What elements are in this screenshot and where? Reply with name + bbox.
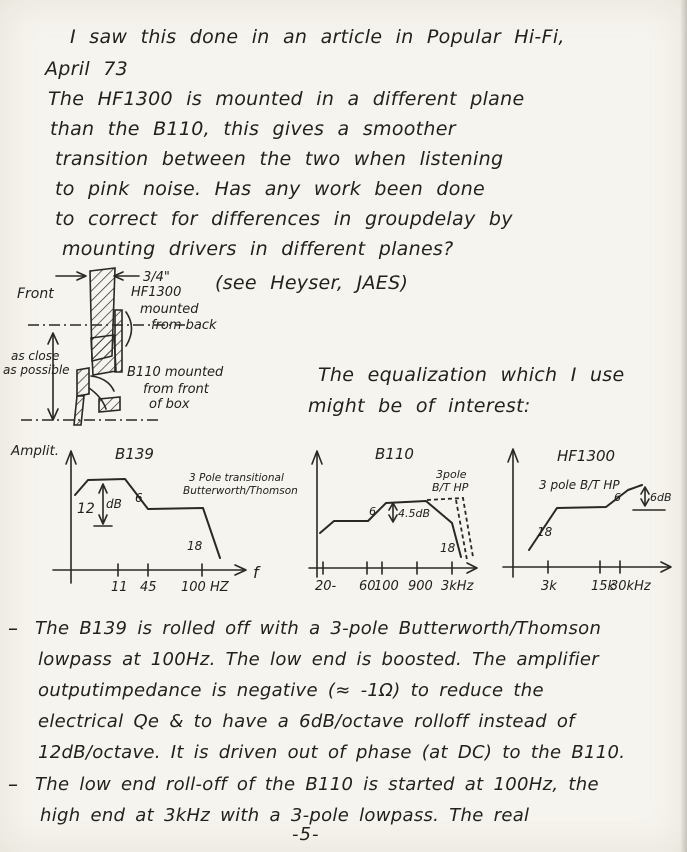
hf1300-label: HF1300	[131, 285, 182, 300]
bullet-dash: –	[8, 772, 19, 796]
bullet-dash: –	[8, 616, 19, 640]
filter-annotation: 3 pole B/T HP	[539, 478, 620, 492]
x-tick-label: 3k	[541, 579, 557, 594]
slope-label: 6	[614, 491, 621, 504]
spacing-label: as close	[11, 349, 60, 363]
step-value: 4.5dB	[398, 507, 431, 520]
x-axis-label: f	[253, 563, 259, 582]
hf1300-label: from back	[151, 318, 217, 333]
b110-magnet	[99, 397, 120, 412]
intro-line: mounting drivers in different planes?	[62, 238, 454, 260]
note-line: lowpass at 100Hz. The low end is boosted. The amplifier	[38, 649, 599, 670]
hf1300-label: mounted	[140, 302, 199, 317]
scan-edge-shadow	[680, 0, 687, 852]
intro-line: April 73	[45, 58, 129, 80]
spacing-label: as possible	[3, 363, 70, 377]
chart-b139	[3, 437, 303, 607]
x-tick-label: 100 HZ	[181, 580, 229, 595]
intro-line: to pink noise. Has any work been done	[55, 178, 486, 200]
filter-annotation: 3 Pole transitional	[189, 472, 284, 484]
note-line: outputimpedance is negative (≈ -1Ω) to reduce the	[38, 680, 544, 701]
b110-basket-curve	[91, 376, 114, 391]
note-line: The B139 is rolled off with a 3-pole Butterworth/Thomson	[35, 618, 602, 639]
b110-label: of box	[149, 397, 190, 412]
slope-label: 6	[369, 505, 376, 518]
citation-line: (see Heyser, JAES)	[215, 272, 409, 294]
x-tick-label: 15k	[591, 579, 616, 594]
hf1300-bracket	[126, 312, 132, 346]
baffle-lower-section	[91, 335, 116, 375]
x-tick-label: 30kHz	[610, 579, 651, 594]
chart-b110	[305, 437, 495, 607]
filter-annotation: B/T HP	[432, 481, 469, 494]
chart-title: B110	[375, 445, 414, 463]
rise-value: 6dB	[650, 491, 672, 504]
intro-line: The HF1300 is mounted in a different plane	[48, 88, 525, 110]
slope-label: 18	[537, 525, 553, 539]
intro-line: than the B110, this gives a smoother	[50, 118, 456, 140]
note-line: The low end roll-off of the B110 is started at 100Hz, the	[35, 774, 599, 795]
alternative-curve-dashed	[456, 500, 467, 560]
x-tick-label: 11	[111, 580, 128, 595]
b110-label: B110 mounted	[127, 365, 224, 380]
chart-hf1300	[495, 437, 687, 607]
x-tick-label: 3kHz	[441, 579, 474, 594]
equalization-note-line: The equalization which I use	[318, 364, 625, 386]
note-line: 12dB/octave. It is driven out of phase (at DC) to the B110.	[38, 742, 626, 763]
filter-annotation: 3pole	[436, 468, 467, 481]
intro-line: I saw this done in an article in Popular Hi-Fi,	[70, 26, 565, 48]
page-number: -5-	[292, 824, 320, 845]
slope-label: 18	[187, 539, 203, 553]
boost-unit: dB	[106, 497, 122, 511]
y-axis-label: Amplit.	[11, 443, 60, 459]
response-curve	[529, 485, 642, 550]
note-line: electrical Qe & to have a 6dB/octave rolloff instead of	[38, 711, 575, 732]
boost-value: 12	[77, 501, 95, 517]
dimension-label: 3/4"	[143, 270, 170, 285]
mounting-diagram-sketch	[3, 260, 303, 445]
filter-annotation: Butterworth/Thomson	[183, 485, 298, 497]
b110-flange	[77, 368, 89, 396]
intro-line: transition between the two when listening	[55, 148, 504, 170]
x-tick-label: 60	[359, 579, 376, 594]
slope-label: 6	[135, 491, 143, 505]
equalization-note-line: might be of interest:	[308, 395, 531, 417]
x-tick-label: 20-	[315, 579, 337, 594]
x-tick-label: 900	[408, 579, 433, 594]
chart-title: B139	[115, 445, 154, 463]
chart-title: HF1300	[557, 447, 616, 465]
slope-label: 18	[440, 541, 456, 555]
b110-label: from front	[143, 382, 209, 397]
note-line: high end at 3kHz with a 3-pole lowpass. The real	[40, 805, 530, 826]
x-tick-label: 100	[374, 579, 399, 594]
intro-line: to correct for differences in groupdelay by	[55, 208, 513, 230]
front-label: Front	[17, 286, 54, 302]
x-tick-label: 45	[140, 580, 157, 595]
